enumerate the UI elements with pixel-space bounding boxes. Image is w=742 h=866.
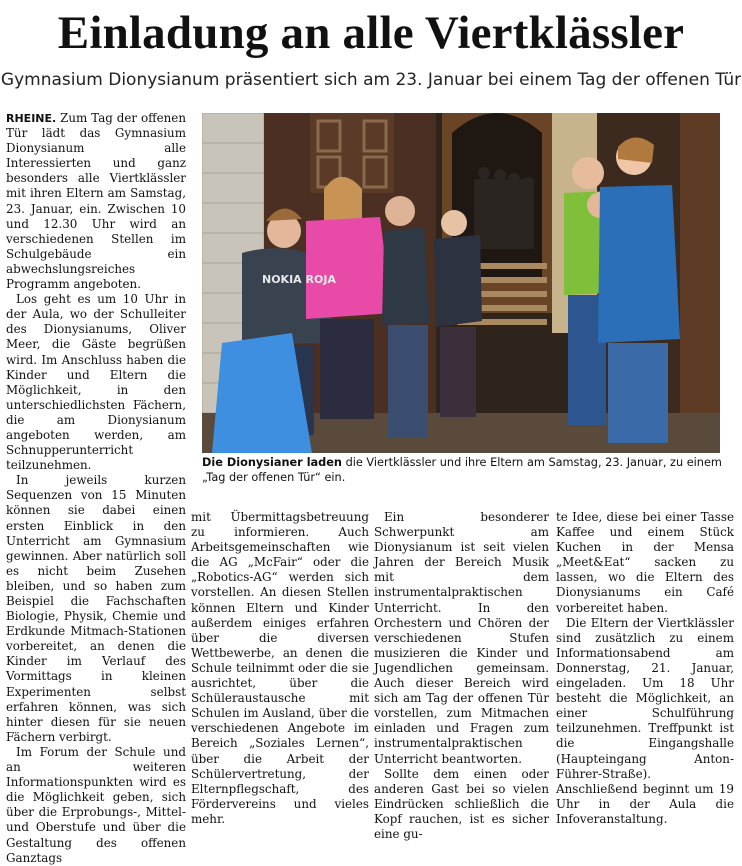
article-photo [202,113,720,453]
article-column-2 [191,510,369,827]
caption-text: die Viertklässler und ihre Eltern am Samstag, 23. Januar, zu einem „Tag der offenen Tür“ ein. [202,456,722,484]
headline: Einladung an alle Viertklässler [57,7,685,59]
article-column-4 [556,510,734,827]
paragraph-6: Sollte dem einen oder anderen Gast bei so vielen Eindrücken schließlich die Kopf rauchen, ist es sicher eine gu- [374,766,549,841]
paragraph-7: Die Eltern der Viertklässler sind zusätzlich zu einem Informationsabend am Donnerstag, 21. Januar, eingeladen. Um 18 Uhr besteht die Möglichkeit, an einer Schulführung teilzunehmen. Treffpunkt ist die Eingangshalle (Haupteingang Anton-Führer-Straße). Anschließend beginnt um 19 Uhr in der Aula die Infoveranstaltung. [556,615,734,826]
article-column-3 [374,510,549,842]
photo-caption [202,455,726,485]
paragraph-1 [6,111,186,292]
article-column-1 [6,111,186,866]
subheadline: Gymnasium Dionysianum präsentiert sich am 23. Januar bei einem Tag der offenen Tür [0,70,742,90]
caption-lead: Die Dionysianer laden [202,456,342,469]
photo-jacket-text: NOKIA ROJA [262,273,336,286]
paragraph-4-continued: mit Übermittagsbetreuung zu informieren. Auch Arbeitsgemeinschaften wie die AG „McFair“ oder die „Robotics-AG“ werden sich vorstellen. An diesen Stellen können Eltern und Kinder außerdem einiges erfahren über die diversen Wettbewerbe, an denen die Schule teilnimmt oder die sie ausrichtet, über die Schüleraustausche mit Schulen im Ausland, über die verschiedenen Angebote im Bereich „Soziales Lernen“, über die Arbeit der Schülervertretung, der Elternpflegschaft, des Fördervereins und vieles mehr. [191,510,369,826]
paragraph-2: Los geht es um 10 Uhr in der Aula, wo der Schulleiter des Dionysianums, Oliver Meer, die Gäste begrüßen wird. Im Anschluss haben die Kinder und Eltern die Möglichkeit, in den unterschiedlichsten Fächern, die am Dionysianum angeboten werden, am Schnupperunterricht teilzunehmen. [6,292,186,473]
paragraph-4: Im Forum der Schule und an weiteren Informationspunkten wird es die Möglichkeit geben, sich über die Erprobungs-, Mittel- und Oberstufe und über die Gestaltung des offenen Ganztags [6,744,186,865]
paragraph-3: In jeweils kurzen Sequenzen von 15 Minuten können sie dabei einen ersten Einblick in den Unterricht am Gymnasium gewinnen. Aber natürlich soll es nicht beim Zusehen bleiben, und so haben zum Beispiel die Fachschaften Biologie, Physik, Chemie und Erdkunde Mitmach-Stationen vorbereitet, an denen die Kinder im Verlauf des Vormittags in kleinen Experimenten selbst erfahren können, was sich hinter diesen für sie neuen Fächern verbirgt. [6,473,186,744]
dateline: RHEINE. [6,112,57,125]
paragraph-1-text: Zum Tag der offenen Tür lädt das Gymnasium Dionysianum alle Interessierten und ganz besonders alle Viertklässler mit ihren Eltern am Samstag, 23. Januar, ein. Zwischen 10 und 12.30 Uhr wird an verschiedenen Stellen im Schulgebäude ein abwechslungsreiches Programm angeboten. [6,111,187,292]
paragraph-6-continued: te Idee, diese bei einer Tasse Kaffee und einem Stück Kuchen in der Mensa „Meet&Eat“ sacken zu lassen, wo die Eltern des Dionysianums ein Café vorbereitet haben. [556,510,734,615]
paragraph-5: Ein besonderer Schwerpunkt am Dionysianum ist seit vielen Jahren der Bereich Musik mit dem instrumentalpraktischen Unterricht. In den Orchestern und Chören der verschiedenen Stufen musizieren die Kinder und Jugendlichen gemeinsam. Auch dieser Bereich wird sich am Tag der offenen Tür vorstellen, zum Mitmachen einladen und Fragen zum instrumentalpraktischen Unterricht beantworten. [374,510,549,766]
